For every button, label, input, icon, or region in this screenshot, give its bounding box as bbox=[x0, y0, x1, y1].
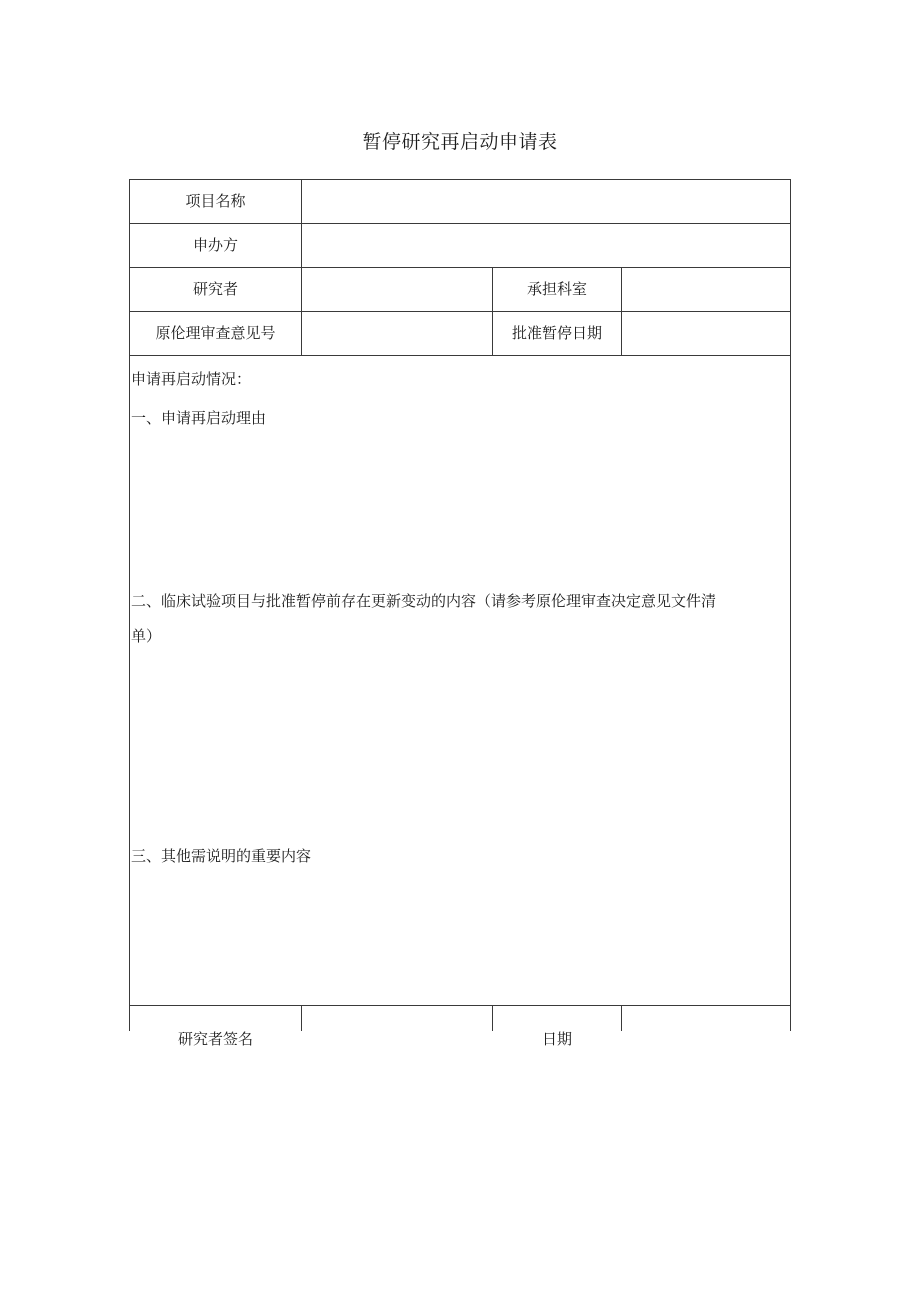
page-title: 暂停研究再启动申请表 bbox=[362, 131, 558, 153]
project-name-field[interactable] bbox=[302, 180, 790, 223]
approval-pause-date-label: 批准暂停日期 bbox=[511, 324, 602, 342]
section-3-heading: 三、其他需说明的重要内容 bbox=[131, 847, 312, 865]
section-1-field[interactable] bbox=[131, 432, 789, 582]
ethics-opinion-number-field[interactable] bbox=[302, 312, 492, 355]
investigator-signature-label: 研究者签名 bbox=[177, 1030, 253, 1048]
approval-pause-date-field[interactable] bbox=[622, 312, 790, 355]
project-name-label: 项目名称 bbox=[185, 192, 246, 210]
date-field[interactable] bbox=[622, 1006, 790, 1031]
sponsor-label: 申办方 bbox=[192, 236, 238, 254]
investigator-signature-field[interactable] bbox=[302, 1006, 492, 1031]
section-2-field[interactable] bbox=[131, 650, 789, 840]
table-border-left bbox=[129, 179, 130, 1031]
sponsor-field[interactable] bbox=[302, 224, 790, 267]
department-field[interactable] bbox=[622, 268, 790, 311]
table-row-divider bbox=[129, 355, 791, 356]
section-2-heading-line2: 单） bbox=[131, 627, 162, 645]
date-label: 日期 bbox=[541, 1030, 572, 1048]
table-column-divider bbox=[492, 1005, 493, 1031]
section-3-field[interactable] bbox=[131, 870, 789, 1002]
investigator-field[interactable] bbox=[302, 268, 492, 311]
section-1-heading: 一、申请再启动理由 bbox=[131, 409, 267, 427]
table-border-right bbox=[790, 179, 791, 1031]
investigator-label: 研究者 bbox=[192, 280, 238, 298]
restart-situation-heading: 申请再启动情况： bbox=[131, 370, 252, 388]
ethics-opinion-number-label: 原伦理审查意见号 bbox=[155, 324, 276, 342]
department-label: 承担科室 bbox=[526, 280, 587, 298]
section-2-heading-line1: 二、临床试验项目与批准暂停前存在更新变动的内容（请参考原伦理审查决定意见文件清 bbox=[131, 592, 717, 610]
